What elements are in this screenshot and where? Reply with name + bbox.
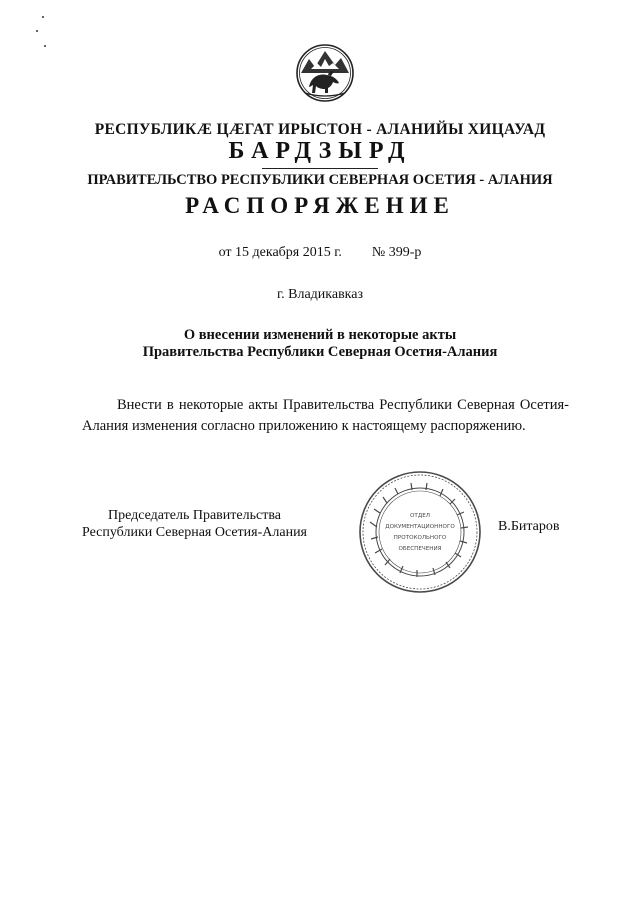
scan-speck <box>42 16 44 18</box>
document-title-line-1: О внесении изменений в некоторые акты <box>183 327 457 343</box>
document-city: г. Владикавказ <box>276 287 364 302</box>
coat-of-arms-emblem <box>295 43 355 103</box>
header-divider <box>262 168 378 169</box>
document-body: Внести в некоторые акты Правительства Республики Северная Осетия-Алания изменения согласно приложению к настоящему распоряжению. <box>82 397 569 434</box>
header-order: РАСПОРЯЖЕНИЕ <box>185 193 455 218</box>
signature-position-line-2: Республики Северная Осетия-Алания <box>82 525 307 540</box>
header-government: ПРАВИТЕЛЬСТВО РЕСПУБЛИКИ СЕВЕРНАЯ ОСЕТИЯ - АЛАНИЯ <box>87 172 553 188</box>
stamp-text-line-2: ДОКУМЕНТАЦИОННОГО <box>385 524 455 530</box>
official-stamp <box>355 467 485 597</box>
stamp-text-line-3: ПРОТОКОЛЬНОГО <box>393 535 447 541</box>
stamp-text-line-4: ОБЕСПЕЧЕНИЯ <box>398 546 442 552</box>
header-bardzyrd: БАРДЗЫРД <box>228 138 412 164</box>
scan-speck <box>36 30 38 32</box>
document-title-line-2: Правительства Республики Северная Осетия-Алания <box>142 344 498 360</box>
stamp-text-line-1: ОТДЕЛ <box>410 513 430 519</box>
document-number: № 399-р <box>371 245 422 260</box>
signature-position-line-1: Председатель Правительства <box>108 508 281 523</box>
signatory-name: В.Битаров <box>498 519 560 534</box>
header-ossetian: РЕСПУБЛИКÆ ЦÆГАТ ИРЫСТОН - АЛАНИЙЫ ХИЦАУАД <box>94 121 546 138</box>
scan-speck <box>44 45 46 47</box>
date-number-line <box>0 245 640 261</box>
document-date: от 15 декабря 2015 г. <box>218 245 342 260</box>
